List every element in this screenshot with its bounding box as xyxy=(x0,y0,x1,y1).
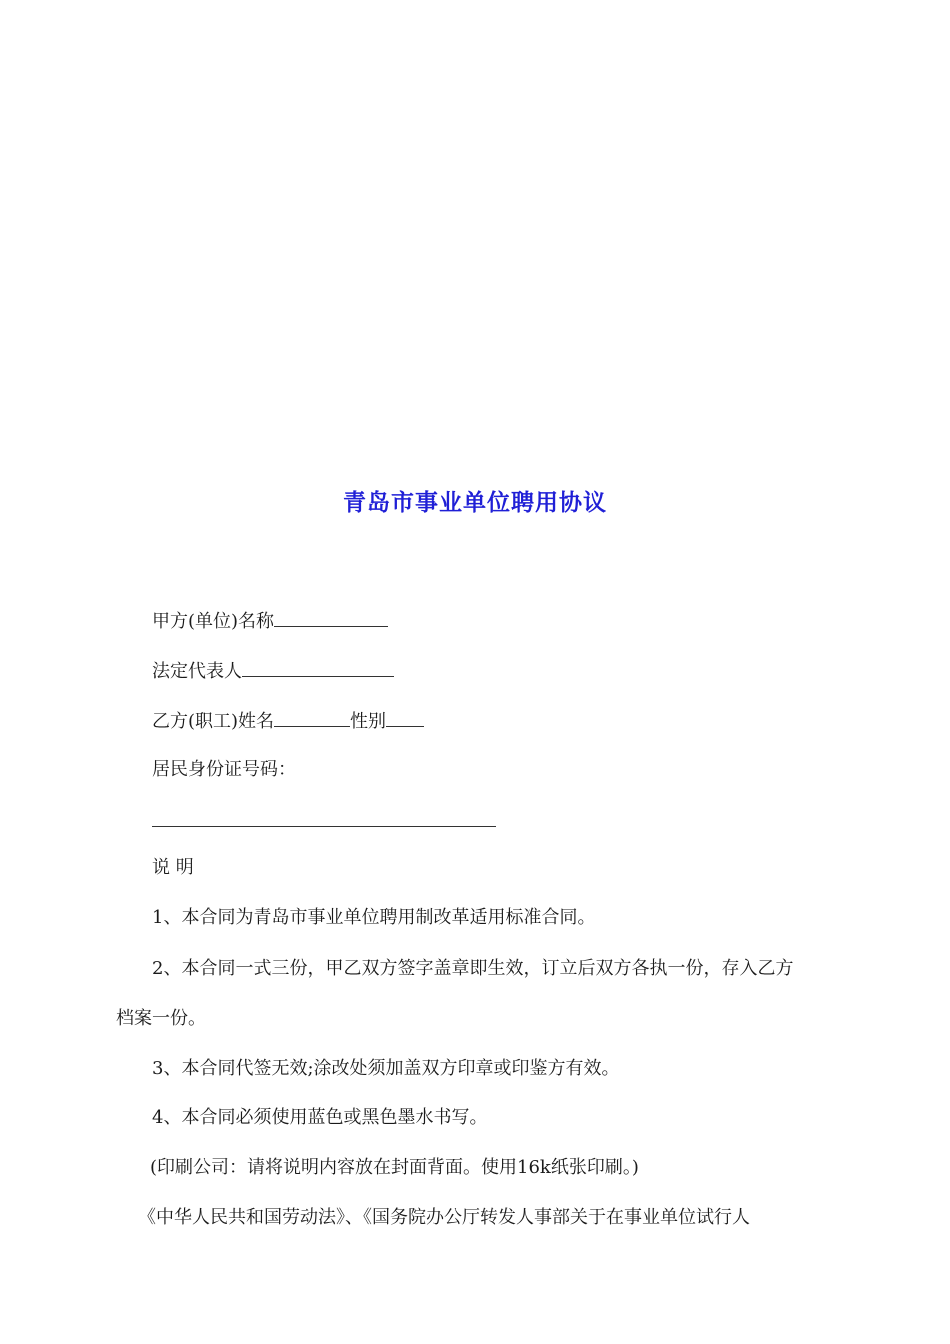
note-item: 3、本合同代签无效;涂改处须加盖双方印章或印鉴方有效。 xyxy=(152,1058,620,1079)
printing-note: (印刷公司：请将说明内容放在封面背面。使用16k纸张印刷。) xyxy=(150,1157,639,1178)
party-a-field xyxy=(152,608,388,634)
party-b-name-blank[interactable] xyxy=(274,708,350,727)
legal-basis-text: 《中华人民共和国劳动法》、《国务院办公厅转发人事部关于在事业单位试行人 xyxy=(138,1207,750,1228)
id-number-label: 居民身份证号码： xyxy=(152,759,296,780)
party-b-field xyxy=(152,708,424,734)
party-a-label: 甲方(单位)名称 xyxy=(152,611,275,632)
legal-rep-field xyxy=(152,658,394,684)
note-item: 4、本合同必须使用蓝色或黑色墨水书写。 xyxy=(152,1107,488,1128)
legal-rep-label: 法定代表人 xyxy=(152,661,242,682)
note-item: 2、本合同一式三份，甲乙双方签字盖章即生效，订立后双方各执一份，存入乙方 xyxy=(152,958,794,979)
gender-label: 性别 xyxy=(350,711,387,732)
party-b-label: 乙方(职工)姓名 xyxy=(152,711,275,732)
gender-blank[interactable] xyxy=(386,708,424,727)
notes-heading: 说 明 xyxy=(152,857,194,878)
document-title: 青岛市事业单位聘用协议 xyxy=(343,490,607,516)
party-a-blank[interactable] xyxy=(274,608,388,627)
note-item: 1、本合同为青岛市事业单位聘用制改革适用标准合同。 xyxy=(152,907,596,928)
legal-rep-blank[interactable] xyxy=(242,658,394,677)
note-item-continuation: 档案一份。 xyxy=(116,1008,206,1029)
id-number-blank[interactable] xyxy=(152,826,496,827)
